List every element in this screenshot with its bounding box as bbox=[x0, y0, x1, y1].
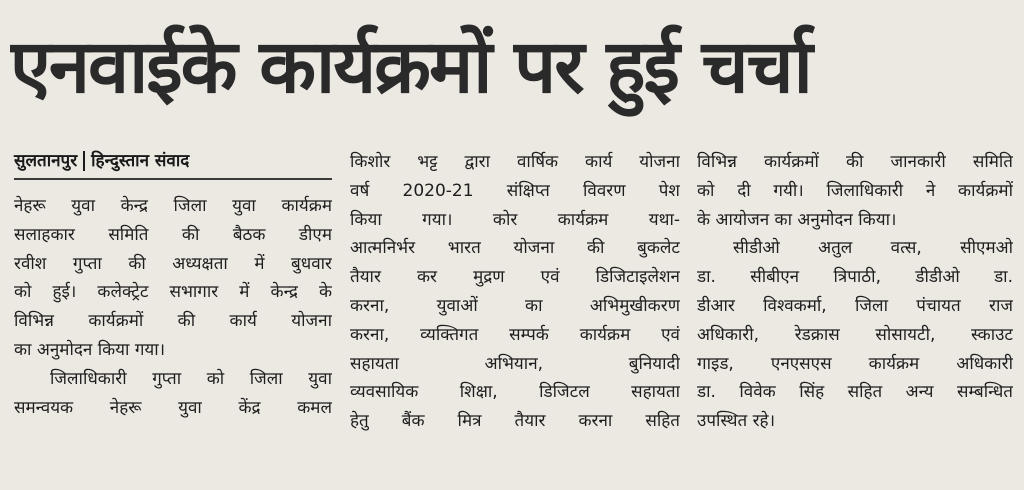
text-line: उपस्थित रहे। bbox=[697, 411, 776, 432]
text-line: आत्मनिर्भर भारत योजना की बुकलेट bbox=[350, 238, 680, 259]
text-line: किया गया। कोर कार्यक्रम यथा- bbox=[350, 209, 680, 230]
text-line: व्यवसायिक शिक्षा, डिजिटल सहायता bbox=[350, 382, 680, 403]
text-line: सीडीओ अतुल वत्स, सीएमओ bbox=[733, 238, 1013, 259]
text-line: का अनुमोदन किया गया। bbox=[14, 339, 166, 360]
text-line: सहायता अभियान, बुनियादी bbox=[350, 353, 680, 374]
text-line: को दी गयी। जिलाधिकारी ने कार्यक्रमों bbox=[697, 180, 1013, 201]
text-line: करना, युवाओं का अभिमुखीकरण bbox=[350, 295, 680, 316]
dateline-place: सुलतानपुर bbox=[14, 151, 78, 171]
text-line: अधिकारी, रेडक्रास सोसायटी, स्काउट bbox=[697, 324, 1013, 345]
text-line: विभिन्न कार्यक्रमों की कार्य योजना bbox=[14, 311, 332, 332]
text-line: रवीश गुप्ता की अध्यक्षता में बुधवार bbox=[14, 253, 332, 274]
dateline bbox=[14, 148, 332, 180]
text-line: वर्ष 2020-21 संक्षिप्त विवरण पेश bbox=[350, 180, 680, 201]
article-column-1 bbox=[14, 148, 332, 490]
text-line: किशोर भट्ट द्वारा वार्षिक कार्य योजना bbox=[350, 152, 680, 172]
article-column-3 bbox=[697, 148, 1013, 490]
text-line: नेहरू युवा केन्द्र जिला युवा कार्यक्रम bbox=[14, 196, 332, 216]
text-line: जिलाधिकारी गुप्ता को जिला युवा bbox=[50, 368, 332, 389]
text-line: तैयार कर मुद्रण एवं डिजिटाइलेशन bbox=[350, 267, 680, 288]
dateline-source: हिन्दुस्तान संवाद bbox=[91, 151, 190, 171]
text-line: सलाहकार समिति की बैठक डीएम bbox=[14, 224, 332, 245]
text-line: विभिन्न कार्यक्रमों की जानकारी समिति bbox=[697, 152, 1013, 172]
text-line: डा. सीबीएन त्रिपाठी, डीडीओ डा. bbox=[697, 267, 1013, 288]
text-line: डीआर विश्वकर्मा, जिला पंचायत राज bbox=[697, 295, 1013, 316]
text-line: के आयोजन का अनुमोदन किया। bbox=[697, 209, 897, 230]
text-line: को हुई। कलेक्ट्रेट सभागार में केन्द्र के bbox=[14, 282, 332, 303]
text-line: करना, व्यक्तिगत सम्पर्क कार्यक्रम एवं bbox=[350, 324, 680, 345]
text-line: समन्वयक नेहरू युवा केंद्र कमल bbox=[14, 397, 332, 418]
article-column-2 bbox=[350, 148, 680, 490]
text-line: हेतु बैंक मित्र तैयार करना सहित bbox=[350, 411, 680, 432]
dateline-separator bbox=[83, 151, 85, 171]
headline: एनवाईके कार्यक्रमों पर हुई चर्चा bbox=[10, 24, 811, 110]
text-line: डा. विवेक सिंह सहित अन्य सम्बन्धित bbox=[697, 382, 1013, 403]
text-line: गाइड, एनएसएस कार्यक्रम अधिकारी bbox=[697, 353, 1013, 374]
